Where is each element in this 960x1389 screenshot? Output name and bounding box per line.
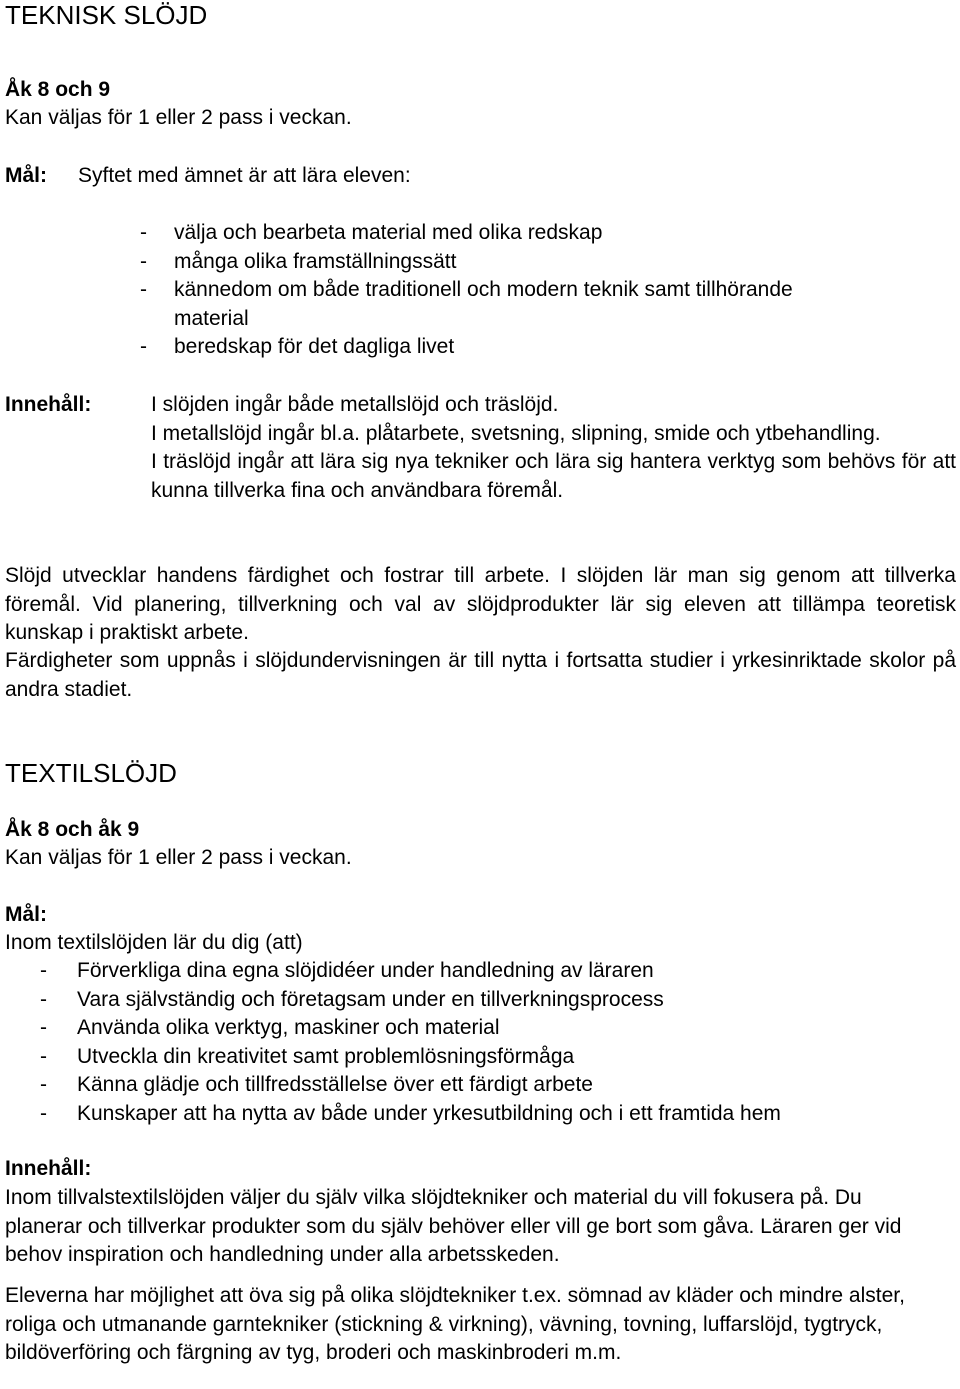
list-item: - många olika framställningssätt bbox=[140, 249, 457, 273]
textil-content-2: Eleverna har möjlighet att öva sig på olika slöjdtekniker t.ex. sömnad av kläder och mindre alster, roliga och utmanande garntekniker (stickning & virkning), vävning, tovning, luffarslöjd, tygtryck, bildöverföring och färgning av tyg, broderi och maskinbroderi m.m. bbox=[5, 1284, 905, 1364]
teknisk-title: TEKNISK SLÖJD bbox=[5, 0, 208, 30]
textil-grade: Åk 8 och åk 9 bbox=[5, 818, 140, 841]
textil-goal-list bbox=[40, 957, 781, 1128]
teknisk-grade: Åk 8 och 9 bbox=[5, 78, 111, 101]
list-item: - Använda olika verktyg, maskiner och material bbox=[40, 1016, 500, 1039]
content-line: I metallslöjd ingår bl.a. plåtarbete, svetsning, slipning, smide och ytbehandling. bbox=[151, 421, 881, 445]
list-item: - Känna glädje och tillfredsställelse över ett färdigt arbete bbox=[40, 1073, 593, 1096]
content-line: I slöjden ingår både metallslöjd och träslöjd. bbox=[151, 393, 559, 416]
list-item: - Kunskaper att ha nytta av både under yrkesutbildning och i ett framtida hem bbox=[40, 1101, 781, 1125]
textil-goal-intro: Inom textilslöjden lär du dig (att) bbox=[5, 931, 303, 954]
teknisk-content bbox=[151, 391, 956, 505]
textil-content: Inom tillvalstextilslöjden väljer du själv vilka slöjdtekniker och material du vill fokusera på. Du planerar och tillverkar produkter som du själv behöver eller vill ge bort som gåva. Läraren ger vid behov inspiration och handledning under alla arbetsskeden. bbox=[5, 1186, 902, 1266]
content-line: I träslöjd ingår att lära sig nya tekniker och lära sig hantera verktyg som behövs för att kunna tillverka fina och användbara föremål. bbox=[151, 450, 956, 502]
textil-content-label: Innehåll: bbox=[5, 1157, 92, 1180]
list-item: - Utveckla din kreativitet samt problemlösningsförmåga bbox=[40, 1044, 575, 1068]
teknisk-content-label: Innehåll: bbox=[5, 393, 92, 416]
list-item: - kännedom om både traditionell och modern teknik samt tillhörande bbox=[140, 278, 793, 301]
list-item: - välja och bearbeta material med olika redskap bbox=[140, 221, 603, 244]
textil-choice: Kan väljas för 1 eller 2 pass i veckan. bbox=[5, 846, 352, 869]
textil-goal-label: Mål: bbox=[5, 903, 47, 926]
list-item: - Vara självständig och företagsam under en tillverkningsprocess bbox=[40, 987, 664, 1011]
teknisk-goal-intro: Syftet med ämnet är att lära eleven: bbox=[78, 164, 411, 187]
list-item: - beredskap för det dagliga livet bbox=[140, 335, 455, 358]
teknisk-choice: Kan väljas för 1 eller 2 pass i veckan. bbox=[5, 106, 352, 129]
teknisk-goal-label: Mål: bbox=[5, 164, 47, 187]
teknisk-paragraph: Slöjd utvecklar handens färdighet och fostrar till arbete. I slöjden lär man sig genom att tillverka föremål. Vid planering, tillverkning och val av slöjdprodukter lär sig eleven att tillämpa teoretisk kunskap i praktiskt arbete. bbox=[5, 564, 956, 644]
teknisk-goal-list bbox=[140, 219, 793, 362]
list-item: - Förverkliga dina egna slöjdidéer under handledning av läraren bbox=[40, 959, 654, 982]
list-item: material bbox=[174, 306, 249, 330]
textil-title: TEXTILSLÖJD bbox=[5, 758, 177, 788]
teknisk-paragraph-2: Färdigheter som uppnås i slöjdundervisningen är till nytta i fortsatta studier i yrkesinriktade skolor på andra stadiet. bbox=[5, 649, 956, 701]
